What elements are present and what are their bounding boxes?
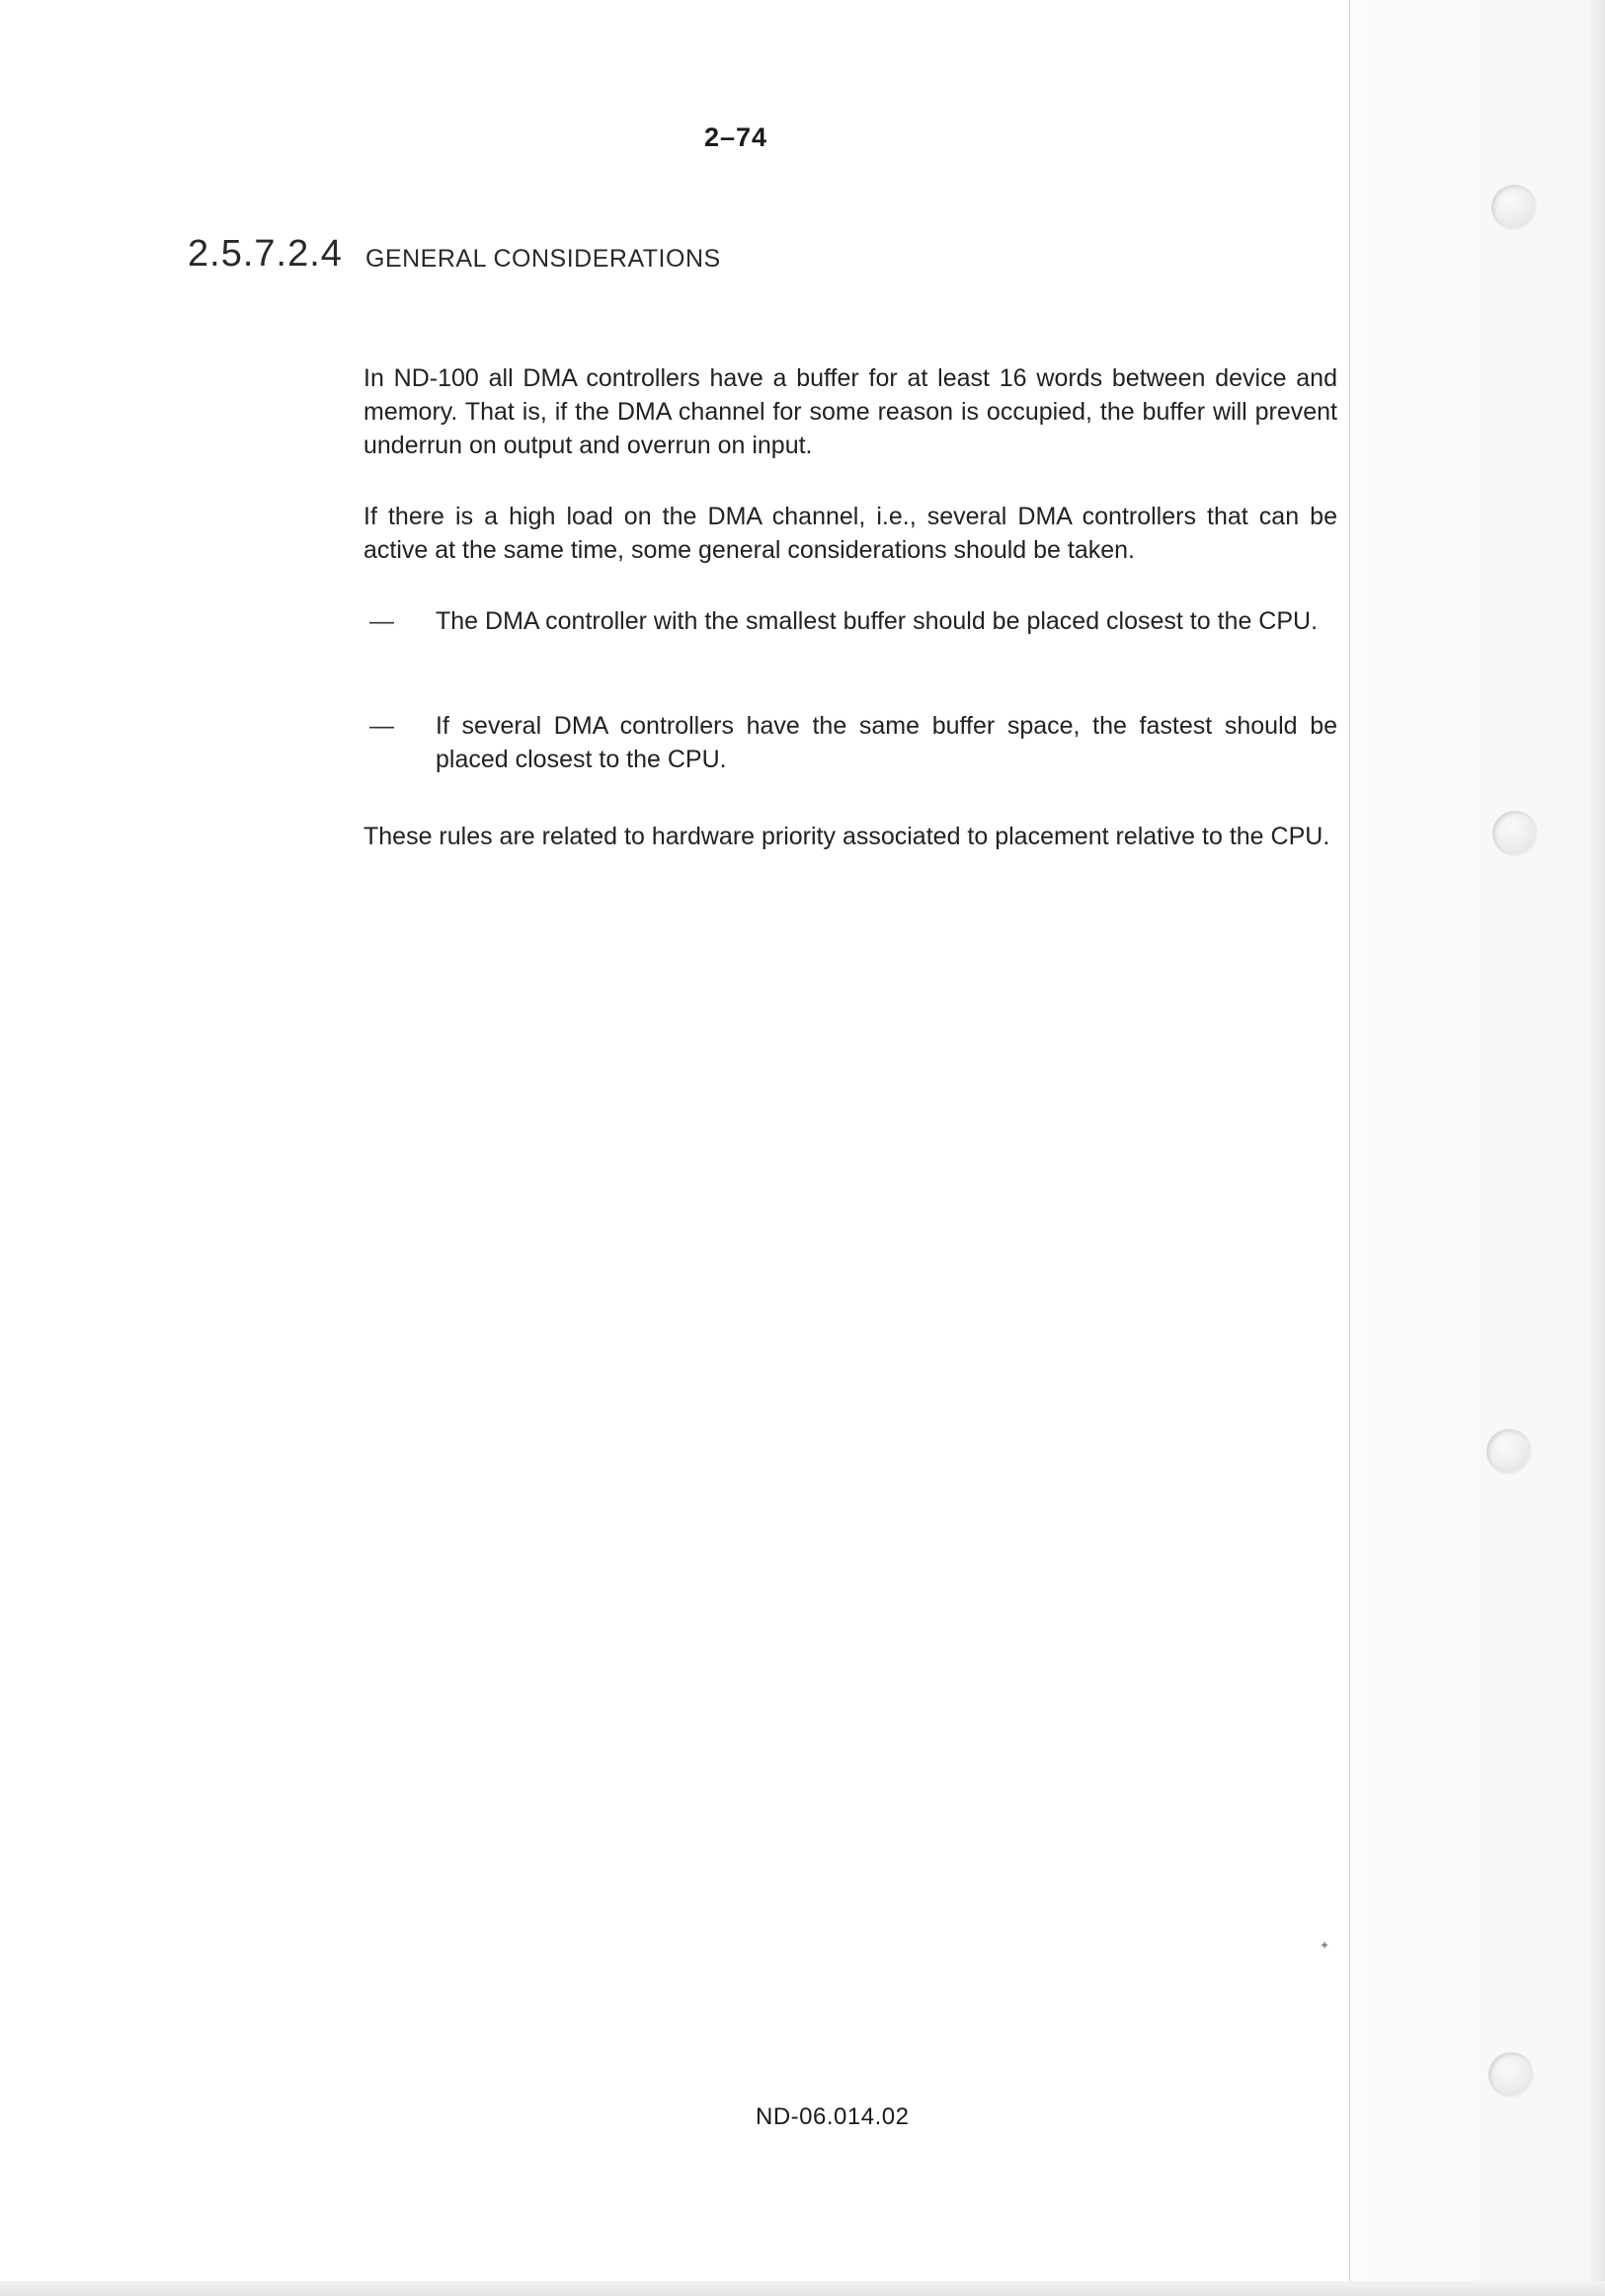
- paper-bottom-edge: [0, 2281, 1605, 2296]
- binder-margin: [1349, 0, 1605, 2296]
- document-code: ND-06.014.02: [756, 2103, 910, 2130]
- punch-hole-4: [1488, 2052, 1534, 2098]
- body-paragraph: These rules are related to hardware priority associated to placement relative to the CPU.: [363, 823, 1330, 850]
- punch-hole-2: [1492, 811, 1538, 856]
- punch-hole-1: [1491, 185, 1537, 230]
- body-paragraph: In ND-100 all DMA controllers have a buffer for at least 16 words between device and memory. That is, if the DMA channel for some reason is occupied, the buffer will prevent underrun on output and overrun on input.: [363, 364, 1337, 459]
- bullet-dash: —: [369, 712, 394, 740]
- paper-right-edge: [1590, 0, 1605, 2296]
- bullet-item: If several DMA controllers have the same buffer space, the fastest should be placed closest to the CPU.: [436, 712, 1337, 773]
- section-title: GENERAL CONSIDERATIONS: [365, 245, 721, 273]
- page-number: 2–74: [704, 122, 768, 152]
- body-paragraph: If there is a high load on the DMA channel, i.e., several DMA controllers that can be active at the same time, some general considerations should be taken.: [363, 503, 1337, 564]
- section-number: 2.5.7.2.4: [188, 233, 343, 275]
- punch-hole-3: [1486, 1429, 1532, 1474]
- margin-rule: [1349, 0, 1350, 2296]
- paper-speck: ✦: [1320, 1939, 1330, 1952]
- bullet-dash: —: [369, 607, 394, 635]
- bullet-item: The DMA controller with the smallest buffer should be placed closest to the CPU.: [436, 607, 1319, 635]
